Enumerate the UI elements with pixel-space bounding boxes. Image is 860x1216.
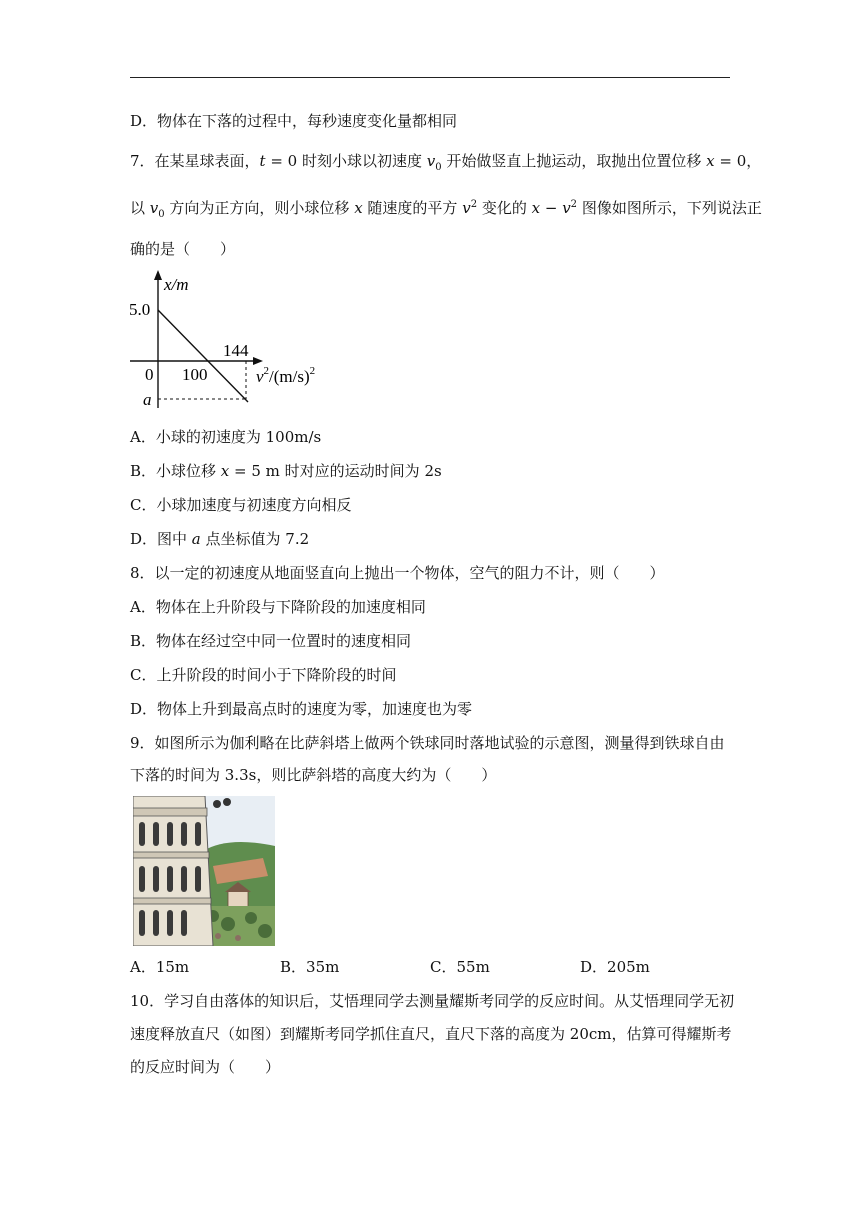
- q7-x-v2-graph: [126, 268, 341, 410]
- y-value-label: 5.0: [129, 300, 151, 319]
- q10-stem-line3: 的反应时间为（ ）: [130, 1058, 281, 1076]
- q8-option-d: D．物体上升到最高点时的速度为零，加速度也为零: [130, 700, 473, 718]
- q7-option-c: C．小球加速度与初速度方向相反: [130, 496, 352, 514]
- q10-stem-line1: 10．学习自由落体的知识后，艾悟理同学去测量耀斯考同学的反应时间。从艾悟理同学无初: [130, 992, 735, 1010]
- q8-option-a: A．物体在上升阶段与下降阶段的加速度相同: [130, 598, 426, 616]
- q9-option-d: D．205m: [580, 958, 650, 976]
- origin-label: 0: [145, 365, 154, 384]
- q9-option-c: C．55m: [430, 958, 490, 976]
- q10-stem-line2: 速度释放直尺（如图）到耀斯考同学抓住直尺，直尺下落的高度为 20cm，估算可得耀斯考: [130, 1025, 732, 1043]
- y-axis-arrow: [154, 270, 162, 280]
- q7-stem-line2: 以 $v_0$ 方向为正方向，则小球位移 x 随速度的平方 $v^2$ 变化的 $x - v^2$ 图像如图所示，下列说法正: [130, 199, 762, 220]
- header-rule: [130, 77, 730, 78]
- q9-stem-line1: 9．如图所示为伽利略在比萨斜塔上做两个铁球同时落地试验的示意图，测量得到铁球自由: [130, 734, 725, 752]
- q7-option-d: D．图中 a 点坐标值为 7.2: [130, 530, 310, 548]
- q8-option-b: B．物体在经过空中同一位置时的速度相同: [130, 632, 412, 650]
- leaning-tower-illustration: [133, 796, 275, 946]
- q7-option-b: B．小球位移 x = 5 m 时对应的运动时间为 2s: [130, 462, 442, 480]
- q7-option-a: A．小球的初速度为 100m/s: [130, 428, 322, 446]
- x-intercept-label: 100: [182, 365, 208, 384]
- q7-stem-line1: 7．在某星球表面，t = 0 时刻小球以初速度 $v_0$ 开始做竖直上抛运动，取抛出位置位移 x = 0，: [130, 152, 762, 173]
- q6-option-d: D．物体在下落的过程中，每秒速度变化量都相同: [130, 112, 458, 130]
- q7-stem-line3: 确的是（ ）: [130, 240, 236, 258]
- x-axis-arrow: [253, 357, 263, 365]
- q8-stem: 8．以一定的初速度从地面竖直向上抛出一个物体，空气的阻力不计，则（ ）: [130, 564, 665, 582]
- x-144-label: 144: [223, 341, 249, 360]
- q9-option-b: B．35m: [280, 958, 340, 976]
- a-label: a: [143, 390, 152, 409]
- q9-stem-line2: 下落的时间为 3.3s，则比萨斜塔的高度大约为（ ）: [130, 766, 497, 784]
- y-axis-label: x/m: [164, 275, 189, 294]
- q8-option-c: C．上升阶段的时间小于下降阶段的时间: [130, 666, 397, 684]
- q9-option-a: A．15m: [130, 958, 190, 976]
- x-axis-label: $v^2/(m/s)^2$: [256, 365, 316, 386]
